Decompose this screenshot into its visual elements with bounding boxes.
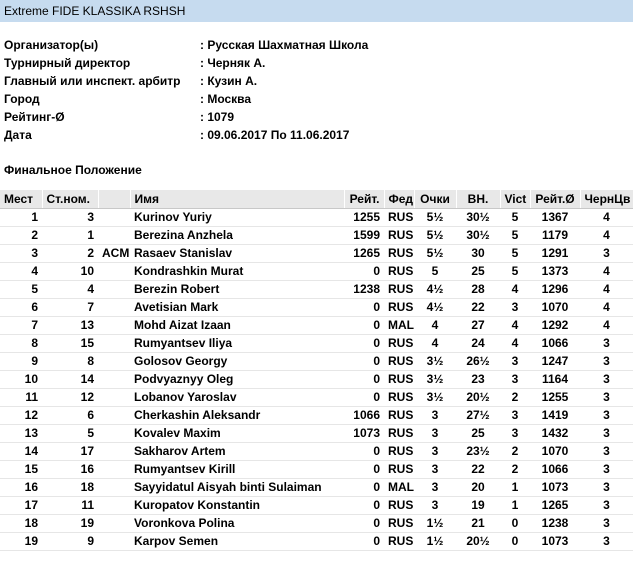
cell-title: [98, 262, 130, 280]
header-rating: Рейт.: [344, 190, 384, 208]
cell-points: 3: [414, 496, 456, 514]
cell-fed: RUS: [384, 208, 414, 226]
cell-wins: 5: [500, 208, 530, 226]
table-row: [0, 406, 633, 424]
info-row-city: [4, 90, 633, 108]
cell-title: [98, 406, 130, 424]
cell-fed: RUS: [384, 352, 414, 370]
header-start-no: Ст.ном.: [42, 190, 98, 208]
cell-avg-rating: 1291: [530, 244, 580, 262]
cell-start-no: 11: [42, 496, 98, 514]
cell-black: 3: [580, 334, 633, 352]
info-label: Город: [4, 92, 40, 106]
cell-avg-rating: 1164: [530, 370, 580, 388]
cell-wins: 1: [500, 496, 530, 514]
cell-fed: RUS: [384, 226, 414, 244]
cell-rating: 0: [344, 334, 384, 352]
header-wins: Vict: [500, 190, 530, 208]
cell-name: Rasaev Stanislav: [130, 244, 344, 262]
cell-start-no: 14: [42, 370, 98, 388]
cell-black: 4: [580, 298, 633, 316]
table-row: [0, 316, 633, 334]
cell-black: 3: [580, 532, 633, 550]
header-black: ЧернЦв: [580, 190, 633, 208]
table-row: [0, 244, 633, 262]
cell-rating: 1238: [344, 280, 384, 298]
tournament-title: Extreme FIDE KLASSIKA RSHSH: [0, 0, 633, 22]
cell-avg-rating: 1066: [530, 460, 580, 478]
cell-points: 3: [414, 478, 456, 496]
cell-black: 3: [580, 478, 633, 496]
cell-avg-rating: 1296: [530, 280, 580, 298]
cell-fed: RUS: [384, 424, 414, 442]
cell-wins: 3: [500, 406, 530, 424]
cell-rating: 1265: [344, 244, 384, 262]
cell-buchholz: 30½: [456, 208, 500, 226]
cell-fed: RUS: [384, 280, 414, 298]
table-row: [0, 478, 633, 496]
cell-points: 4½: [414, 280, 456, 298]
cell-avg-rating: 1066: [530, 334, 580, 352]
cell-black: 3: [580, 370, 633, 388]
cell-black: 4: [580, 226, 633, 244]
cell-title: [98, 496, 130, 514]
info-value: : 09.06.2017 По 11.06.2017: [200, 128, 350, 142]
cell-place: 1: [0, 208, 42, 226]
cell-rating: 0: [344, 316, 384, 334]
cell-buchholz: 22: [456, 460, 500, 478]
cell-wins: 0: [500, 514, 530, 532]
cell-avg-rating: 1179: [530, 226, 580, 244]
cell-title: [98, 388, 130, 406]
cell-start-no: 2: [42, 244, 98, 262]
cell-start-no: 19: [42, 514, 98, 532]
cell-wins: 2: [500, 460, 530, 478]
cell-place: 17: [0, 496, 42, 514]
cell-name: Berezina Anzhela: [130, 226, 344, 244]
cell-black: 3: [580, 406, 633, 424]
cell-name: Kovalev Maxim: [130, 424, 344, 442]
cell-title: [98, 424, 130, 442]
cell-buchholz: 30½: [456, 226, 500, 244]
info-row-organizer: [4, 36, 633, 54]
cell-points: 3½: [414, 352, 456, 370]
cell-fed: RUS: [384, 262, 414, 280]
cell-title: [98, 208, 130, 226]
cell-black: 3: [580, 244, 633, 262]
header-avg-rating: Рейт.Ø: [530, 190, 580, 208]
cell-buchholz: 24: [456, 334, 500, 352]
cell-start-no: 6: [42, 406, 98, 424]
cell-fed: RUS: [384, 370, 414, 388]
table-row: [0, 298, 633, 316]
cell-start-no: 7: [42, 298, 98, 316]
cell-start-no: 5: [42, 424, 98, 442]
cell-buchholz: 27½: [456, 406, 500, 424]
cell-avg-rating: 1070: [530, 442, 580, 460]
cell-title: [98, 298, 130, 316]
cell-start-no: 1: [42, 226, 98, 244]
cell-rating: 0: [344, 262, 384, 280]
cell-points: 5½: [414, 226, 456, 244]
cell-points: 4: [414, 316, 456, 334]
cell-wins: 5: [500, 262, 530, 280]
cell-name: Avetisian Mark: [130, 298, 344, 316]
cell-wins: 1: [500, 478, 530, 496]
cell-avg-rating: 1070: [530, 298, 580, 316]
cell-start-no: 4: [42, 280, 98, 298]
info-row-arbiter: [4, 72, 633, 90]
cell-buchholz: 30: [456, 244, 500, 262]
cell-fed: RUS: [384, 406, 414, 424]
cell-avg-rating: 1367: [530, 208, 580, 226]
cell-name: Golosov Georgy: [130, 352, 344, 370]
cell-place: 19: [0, 532, 42, 550]
cell-points: 3: [414, 406, 456, 424]
cell-buchholz: 20½: [456, 388, 500, 406]
cell-rating: 0: [344, 532, 384, 550]
table-row: [0, 496, 633, 514]
table-row: [0, 514, 633, 532]
table-row: [0, 262, 633, 280]
cell-wins: 0: [500, 532, 530, 550]
cell-name: Rumyantsev Kirill: [130, 460, 344, 478]
cell-start-no: 8: [42, 352, 98, 370]
cell-place: 16: [0, 478, 42, 496]
cell-buchholz: 26½: [456, 352, 500, 370]
cell-buchholz: 27: [456, 316, 500, 334]
cell-points: 4½: [414, 298, 456, 316]
cell-place: 11: [0, 388, 42, 406]
cell-black: 4: [580, 316, 633, 334]
cell-rating: 0: [344, 514, 384, 532]
cell-title: [98, 514, 130, 532]
cell-avg-rating: 1238: [530, 514, 580, 532]
cell-avg-rating: 1432: [530, 424, 580, 442]
info-row-director: [4, 54, 633, 72]
cell-avg-rating: 1419: [530, 406, 580, 424]
table-row: [0, 226, 633, 244]
header-points: Очки: [414, 190, 456, 208]
cell-place: 13: [0, 424, 42, 442]
cell-avg-rating: 1073: [530, 478, 580, 496]
cell-fed: RUS: [384, 532, 414, 550]
cell-rating: 1255: [344, 208, 384, 226]
cell-fed: RUS: [384, 388, 414, 406]
cell-avg-rating: 1247: [530, 352, 580, 370]
cell-fed: MAL: [384, 316, 414, 334]
cell-buchholz: 23: [456, 370, 500, 388]
cell-rating: 1599: [344, 226, 384, 244]
cell-avg-rating: 1265: [530, 496, 580, 514]
cell-start-no: 15: [42, 334, 98, 352]
cell-title: [98, 478, 130, 496]
cell-points: 3½: [414, 388, 456, 406]
cell-points: 3: [414, 442, 456, 460]
cell-rating: 0: [344, 352, 384, 370]
cell-black: 4: [580, 262, 633, 280]
cell-name: Podvyaznyy Oleg: [130, 370, 344, 388]
cell-points: 4: [414, 334, 456, 352]
table-row: [0, 334, 633, 352]
cell-place: 14: [0, 442, 42, 460]
info-label: Организатор(ы): [4, 38, 99, 52]
cell-rating: 1066: [344, 406, 384, 424]
cell-place: 18: [0, 514, 42, 532]
cell-place: 8: [0, 334, 42, 352]
cell-buchholz: 21: [456, 514, 500, 532]
cell-place: 10: [0, 370, 42, 388]
table-row: [0, 424, 633, 442]
info-value: : Черняк А.: [200, 56, 266, 70]
cell-name: Sayyidatul Aisyah binti Sulaiman: [130, 478, 344, 496]
cell-name: Kurinov Yuriy: [130, 208, 344, 226]
header-name: Имя: [130, 190, 344, 208]
cell-points: 3: [414, 424, 456, 442]
cell-fed: RUS: [384, 298, 414, 316]
cell-buchholz: 20: [456, 478, 500, 496]
cell-name: Berezin Robert: [130, 280, 344, 298]
cell-fed: MAL: [384, 478, 414, 496]
cell-place: 9: [0, 352, 42, 370]
cell-fed: RUS: [384, 442, 414, 460]
cell-place: 12: [0, 406, 42, 424]
cell-wins: 2: [500, 388, 530, 406]
cell-wins: 3: [500, 424, 530, 442]
standings-table: [0, 190, 633, 551]
cell-fed: RUS: [384, 244, 414, 262]
cell-start-no: 10: [42, 262, 98, 280]
cell-points: 3: [414, 460, 456, 478]
cell-black: 3: [580, 514, 633, 532]
table-row: [0, 208, 633, 226]
cell-place: 2: [0, 226, 42, 244]
cell-place: 15: [0, 460, 42, 478]
cell-rating: 1073: [344, 424, 384, 442]
cell-start-no: 13: [42, 316, 98, 334]
cell-rating: 0: [344, 478, 384, 496]
cell-start-no: 12: [42, 388, 98, 406]
cell-wins: 4: [500, 334, 530, 352]
cell-name: Cherkashin Aleksandr: [130, 406, 344, 424]
table-row: [0, 460, 633, 478]
cell-fed: RUS: [384, 514, 414, 532]
cell-rating: 0: [344, 496, 384, 514]
table-row: [0, 370, 633, 388]
cell-points: 1½: [414, 532, 456, 550]
cell-name: Sakharov Artem: [130, 442, 344, 460]
info-value: : Кузин А.: [200, 74, 258, 88]
cell-wins: 3: [500, 370, 530, 388]
info-label: Рейтинг-Ø: [4, 110, 65, 124]
cell-rating: 0: [344, 298, 384, 316]
cell-buchholz: 28: [456, 280, 500, 298]
info-value: : Москва: [200, 92, 252, 106]
header-place: Мест: [0, 190, 42, 208]
cell-place: 7: [0, 316, 42, 334]
cell-black: 3: [580, 496, 633, 514]
cell-avg-rating: 1073: [530, 532, 580, 550]
cell-buchholz: 22: [456, 298, 500, 316]
cell-black: 3: [580, 424, 633, 442]
cell-black: 3: [580, 352, 633, 370]
cell-title: [98, 334, 130, 352]
table-header-row: [0, 190, 633, 208]
cell-fed: RUS: [384, 460, 414, 478]
cell-wins: 4: [500, 280, 530, 298]
cell-black: 3: [580, 460, 633, 478]
cell-black: 4: [580, 280, 633, 298]
cell-avg-rating: 1292: [530, 316, 580, 334]
cell-place: 5: [0, 280, 42, 298]
cell-wins: 5: [500, 244, 530, 262]
header-title: [98, 190, 130, 208]
cell-wins: 5: [500, 226, 530, 244]
cell-points: 1½: [414, 514, 456, 532]
header-buchholz: ВН.: [456, 190, 500, 208]
cell-place: 3: [0, 244, 42, 262]
cell-avg-rating: 1373: [530, 262, 580, 280]
cell-title: [98, 352, 130, 370]
cell-start-no: 9: [42, 532, 98, 550]
cell-title: [98, 532, 130, 550]
cell-points: 5½: [414, 208, 456, 226]
cell-name: Mohd Aizat Izaan: [130, 316, 344, 334]
table-row: [0, 280, 633, 298]
cell-place: 4: [0, 262, 42, 280]
cell-fed: RUS: [384, 496, 414, 514]
cell-buchholz: 25: [456, 424, 500, 442]
info-label: Турнирный директор: [4, 56, 131, 70]
cell-avg-rating: 1255: [530, 388, 580, 406]
info-label: Дата: [4, 128, 32, 142]
cell-wins: 3: [500, 298, 530, 316]
cell-name: Lobanov Yaroslav: [130, 388, 344, 406]
section-title: Финальное Положение: [4, 163, 142, 177]
table-row: [0, 532, 633, 550]
cell-title: [98, 316, 130, 334]
cell-title: [98, 442, 130, 460]
info-value: : 1079: [200, 110, 235, 124]
cell-start-no: 16: [42, 460, 98, 478]
info-row-rating-avg: [4, 108, 633, 126]
cell-buchholz: 20½: [456, 532, 500, 550]
cell-buchholz: 19: [456, 496, 500, 514]
cell-name: Kuropatov Konstantin: [130, 496, 344, 514]
cell-name: Karpov Semen: [130, 532, 344, 550]
cell-wins: 4: [500, 316, 530, 334]
cell-black: 4: [580, 208, 633, 226]
cell-name: Voronkova Polina: [130, 514, 344, 532]
cell-title: [98, 370, 130, 388]
cell-rating: 0: [344, 370, 384, 388]
cell-rating: 0: [344, 442, 384, 460]
cell-start-no: 3: [42, 208, 98, 226]
cell-name: Rumyantsev Iliya: [130, 334, 344, 352]
table-row: [0, 388, 633, 406]
cell-wins: 2: [500, 442, 530, 460]
info-row-date: [4, 126, 633, 144]
cell-points: 5½: [414, 244, 456, 262]
cell-points: 3½: [414, 370, 456, 388]
table-row: [0, 442, 633, 460]
tournament-info: [0, 36, 633, 144]
cell-rating: 0: [344, 460, 384, 478]
cell-buchholz: 25: [456, 262, 500, 280]
cell-points: 5: [414, 262, 456, 280]
cell-black: 3: [580, 388, 633, 406]
header-fed: Фед: [384, 190, 414, 208]
cell-place: 6: [0, 298, 42, 316]
cell-wins: 3: [500, 352, 530, 370]
cell-start-no: 17: [42, 442, 98, 460]
info-value: : Русская Шахматная Школа: [200, 38, 369, 52]
cell-buchholz: 23½: [456, 442, 500, 460]
cell-name: Kondrashkin Murat: [130, 262, 344, 280]
table-row: [0, 352, 633, 370]
cell-black: 3: [580, 442, 633, 460]
cell-start-no: 18: [42, 478, 98, 496]
cell-title: [98, 226, 130, 244]
cell-title: [98, 460, 130, 478]
cell-title: ACM: [98, 244, 130, 262]
cell-rating: 0: [344, 388, 384, 406]
cell-fed: RUS: [384, 334, 414, 352]
info-label: Главный или инспект. арбитр: [4, 74, 181, 88]
cell-title: [98, 280, 130, 298]
